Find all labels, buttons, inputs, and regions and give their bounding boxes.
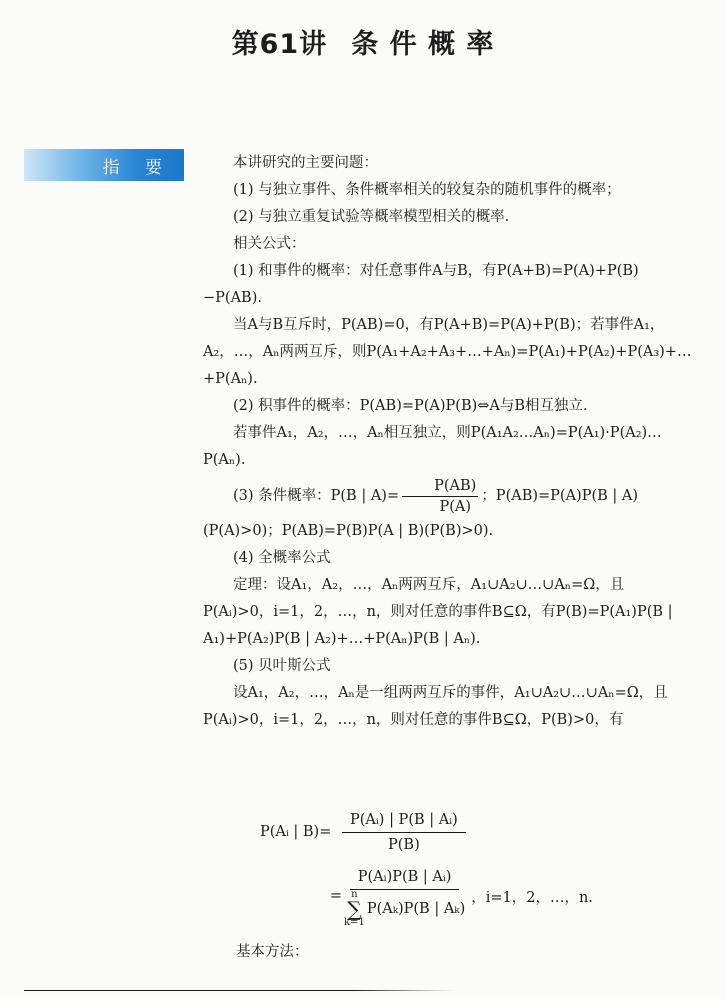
fraction-numerator: P(Aᵢ)P(B | Aᵢ) <box>350 865 460 890</box>
bayes-body: 设A₁，A₂，…，Aₙ是一组两两互斥的事件，A₁∪A₂∪…∪Aₙ=Ω，且P(Aᵢ)>0，i=1，2，…，n，则对任意的事件B⊆Ω，P(B)>0，有 <box>203 685 668 728</box>
bayes-lhs: P(Aᵢ | B)= <box>260 824 332 840</box>
sigma-glyph: ∑ <box>347 896 362 921</box>
fraction-numerator: P(AB) <box>402 476 478 497</box>
intro-line: (2) 与独立重复试验等概率模型相关的概率. <box>233 209 510 225</box>
conditional-fraction <box>402 476 478 517</box>
bayes-title: (5) 贝叶斯公式 <box>233 658 331 674</box>
conditional-after: ；P(AB)=P(A)P(B | A) <box>481 488 639 504</box>
page-title <box>0 22 726 61</box>
intro-line: 本讲研究的主要问题： <box>233 155 378 171</box>
footer-rule <box>24 990 354 991</box>
sum-term: P(Aₖ)P(B | Aₖ) <box>366 900 466 917</box>
bayes-row-1 <box>260 808 680 856</box>
section-tab: 指 要 <box>24 149 184 181</box>
fraction-denominator: P(B) <box>388 836 420 853</box>
lecture-title: 条 件 概 率 <box>351 29 495 60</box>
sum-lower-limit: k=1 <box>344 916 365 928</box>
fraction-denominator: P(A) <box>439 498 471 515</box>
sum-rule-paragraph: (1) 和事件的概率：对任意事件A与B，有P(A+B)=P(A)+P(B)−P(AB). <box>203 263 639 306</box>
bayes-fraction-2 <box>344 865 465 928</box>
intro-line: (1) 与独立事件、条件概率相关的较复杂的随机事件的概率； <box>233 182 621 198</box>
total-probability-body: 定理：设A₁，A₂，…，Aₙ两两互斥，A₁∪A₂∪…∪Aₙ=Ω，且P(Aᵢ)>0，i=1，2，…，n，则对任意的事件B⊆Ω，有P(B)=P(A₁)P(B | A₁)+P(A₂)P(B | A₂)+…+P(Aₙ)P(B | Aₙ). <box>203 577 673 647</box>
bayes-fraction-1 <box>342 808 466 857</box>
summation-symbol <box>344 890 365 928</box>
independent-paragraph: 若事件A₁，A₂，…，Aₙ相互独立，则P(A₁A₂…Aₙ)=P(A₁)·P(A₂)…P(Aₙ). <box>203 425 662 468</box>
total-probability-title: (4) 全概率公式 <box>233 550 331 566</box>
bayes-row-2 <box>260 860 680 932</box>
conditional-rest: (P(A)>0)；P(AB)=P(B)P(A | B)(P(B)>0). <box>203 523 494 539</box>
basic-methods-heading: 基本方法： <box>236 944 309 960</box>
conditional-lead: (3) 条件概率：P(B | A)= <box>233 488 400 504</box>
exclusive-paragraph: 当A与B互斥时，P(AB)=0，有P(A+B)=P(A)+P(B)；若事件A₁，A₂，…，Aₙ两两互斥，则P(A₁+A₂+A₃+…+Aₙ)=P(A₁)+P(A₂)+P(A₃)+…+P(Aₙ). <box>203 317 692 387</box>
sum-upper-limit: n <box>351 888 358 900</box>
fraction-denominator <box>344 890 465 928</box>
lecture-number: 第61讲 <box>231 29 328 60</box>
product-rule-paragraph: (2) 积事件的概率：P(AB)=P(A)P(B)⇔A与B相互独立. <box>233 398 588 414</box>
bayes-tail: ，i=1，2，…，n. <box>471 889 593 906</box>
bayes-equals: = <box>329 888 342 904</box>
conditional-paragraph <box>203 474 693 518</box>
fraction-numerator: P(Aᵢ) | P(B | Aᵢ) <box>342 808 466 833</box>
intro-line: 相关公式： <box>233 236 306 252</box>
main-body <box>203 150 693 734</box>
footer-rule-fade <box>354 990 454 991</box>
bayes-formula <box>260 808 680 932</box>
